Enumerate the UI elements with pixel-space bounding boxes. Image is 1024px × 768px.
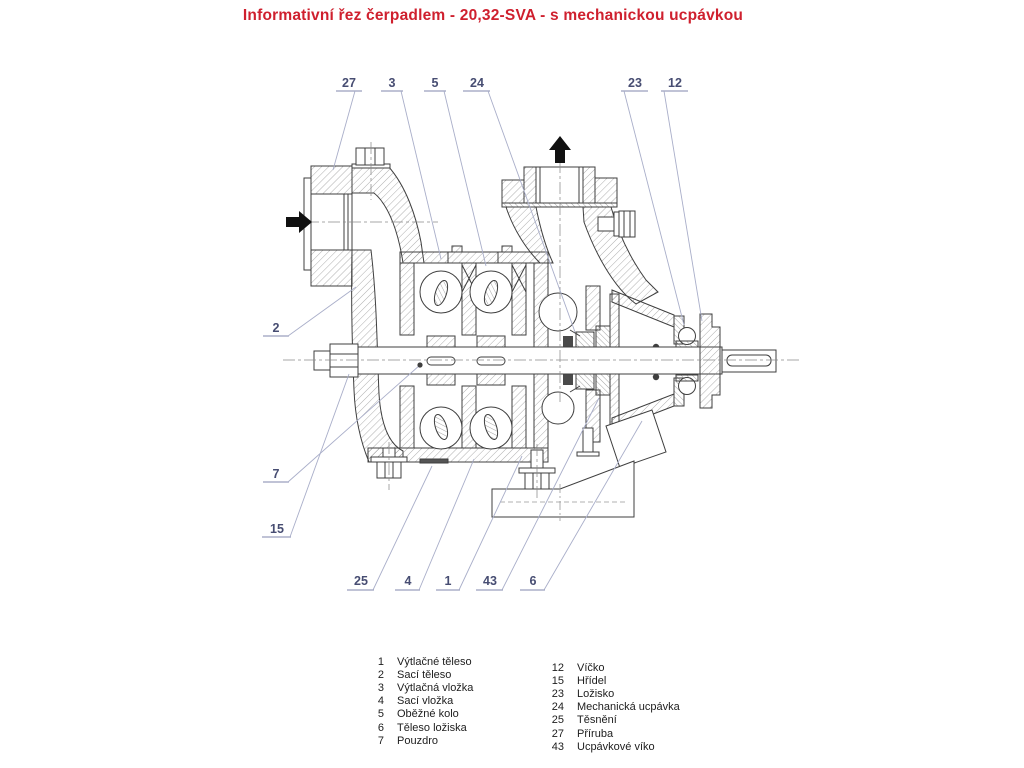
callout-leader-2	[288, 287, 356, 336]
legend-right-column	[544, 661, 680, 753]
callout-leader-5	[444, 91, 486, 266]
legend-item-number: 5	[377, 708, 384, 721]
page-title: Informativní řez čerpadlem - 20,32-SVA - s mechanickou ucpávkou	[242, 7, 744, 24]
legend-item-number: 4	[377, 695, 384, 708]
callout-leader-12	[664, 91, 702, 321]
callout-label-43: 43	[483, 573, 497, 588]
legend-item-label: Sací vložka	[397, 695, 454, 708]
callout-label-5: 5	[431, 75, 439, 90]
callout-label-3: 3	[388, 75, 396, 90]
legend-left-column	[364, 655, 473, 747]
callout-leader-dot-7	[417, 362, 422, 367]
suction-flange	[304, 166, 352, 286]
legend-item-number: 43	[551, 740, 564, 753]
legend-item-number: 1	[377, 655, 384, 668]
callout-label-15: 15	[270, 521, 284, 536]
legend-item-number: 7	[377, 734, 384, 747]
legend-row-15	[544, 674, 680, 687]
legend-row-43	[544, 740, 680, 753]
legend-item-number: 2	[377, 668, 384, 681]
legend-item-number: 12	[551, 661, 564, 674]
legend-row-4	[364, 695, 473, 708]
legend-item-label: Oběžné kolo	[397, 708, 459, 721]
callout-label-25: 25	[354, 573, 368, 588]
legend-item-label: Těleso ložiska	[397, 721, 467, 734]
callout-leader-25	[373, 466, 432, 590]
legend-item-number: 15	[551, 674, 564, 687]
legend-item-number: 6	[377, 721, 384, 734]
legend-item-label: Ložisko	[577, 687, 615, 700]
callout-leader-15	[290, 374, 349, 537]
legend-row-6	[364, 721, 473, 734]
casing-gasket	[420, 459, 448, 463]
callout-label-6: 6	[529, 573, 537, 588]
legend-row-2	[364, 668, 473, 681]
callout-leader-4	[419, 459, 474, 590]
legend-item-label: Sací těleso	[397, 668, 452, 681]
legend-item-label: Ucpávkové víko	[577, 740, 655, 753]
legend-row-5	[364, 708, 473, 721]
callout-label-24: 24	[470, 75, 484, 90]
legend-item-label: Víčko	[577, 661, 605, 674]
callout-label-27: 27	[342, 75, 356, 90]
legend-row-23	[544, 687, 680, 700]
shaft-nut	[330, 344, 358, 377]
callout-label-7: 7	[272, 466, 280, 481]
callout-label-2: 2	[272, 320, 280, 335]
legend-row-3	[364, 681, 473, 694]
callout-label-12: 12	[668, 75, 682, 90]
callout-label-23: 23	[628, 75, 642, 90]
legend-item-label: Hřídel	[577, 674, 607, 687]
legend-row-24	[544, 701, 680, 714]
bearing-cover	[700, 314, 720, 408]
shaft-keyway-1	[427, 357, 455, 365]
legend-item-label: Mechanická ucpávka	[577, 701, 680, 714]
shaft-keyway-2	[477, 357, 505, 365]
legend-row-25	[544, 714, 680, 727]
callout-label-4: 4	[404, 573, 412, 588]
legend-row-1	[364, 655, 473, 668]
flange-gasket	[502, 203, 617, 207]
legend-item-number: 25	[551, 714, 564, 727]
legend-item-number: 23	[551, 687, 564, 700]
legend-item-number: 3	[377, 681, 384, 694]
legend-item-label: Příruba	[577, 727, 614, 740]
callout-label-1: 1	[444, 573, 452, 588]
legend-item-label: Výtlačné těleso	[397, 655, 472, 668]
legend-item-number: 27	[551, 727, 564, 740]
legend-row-7	[364, 734, 473, 747]
legend-row-27	[544, 727, 680, 740]
callout-leader-27	[333, 91, 355, 170]
legend-item-label: Pouzdro	[397, 734, 438, 747]
legend-item-label: Výtlačná vložka	[397, 681, 474, 694]
shaft-end-keyway	[727, 355, 771, 366]
legend-item-number: 24	[551, 701, 564, 714]
legend-row-12	[544, 661, 680, 674]
legend-item-label: Těsnění	[577, 714, 617, 727]
outlet-flow-arrow	[549, 136, 571, 163]
